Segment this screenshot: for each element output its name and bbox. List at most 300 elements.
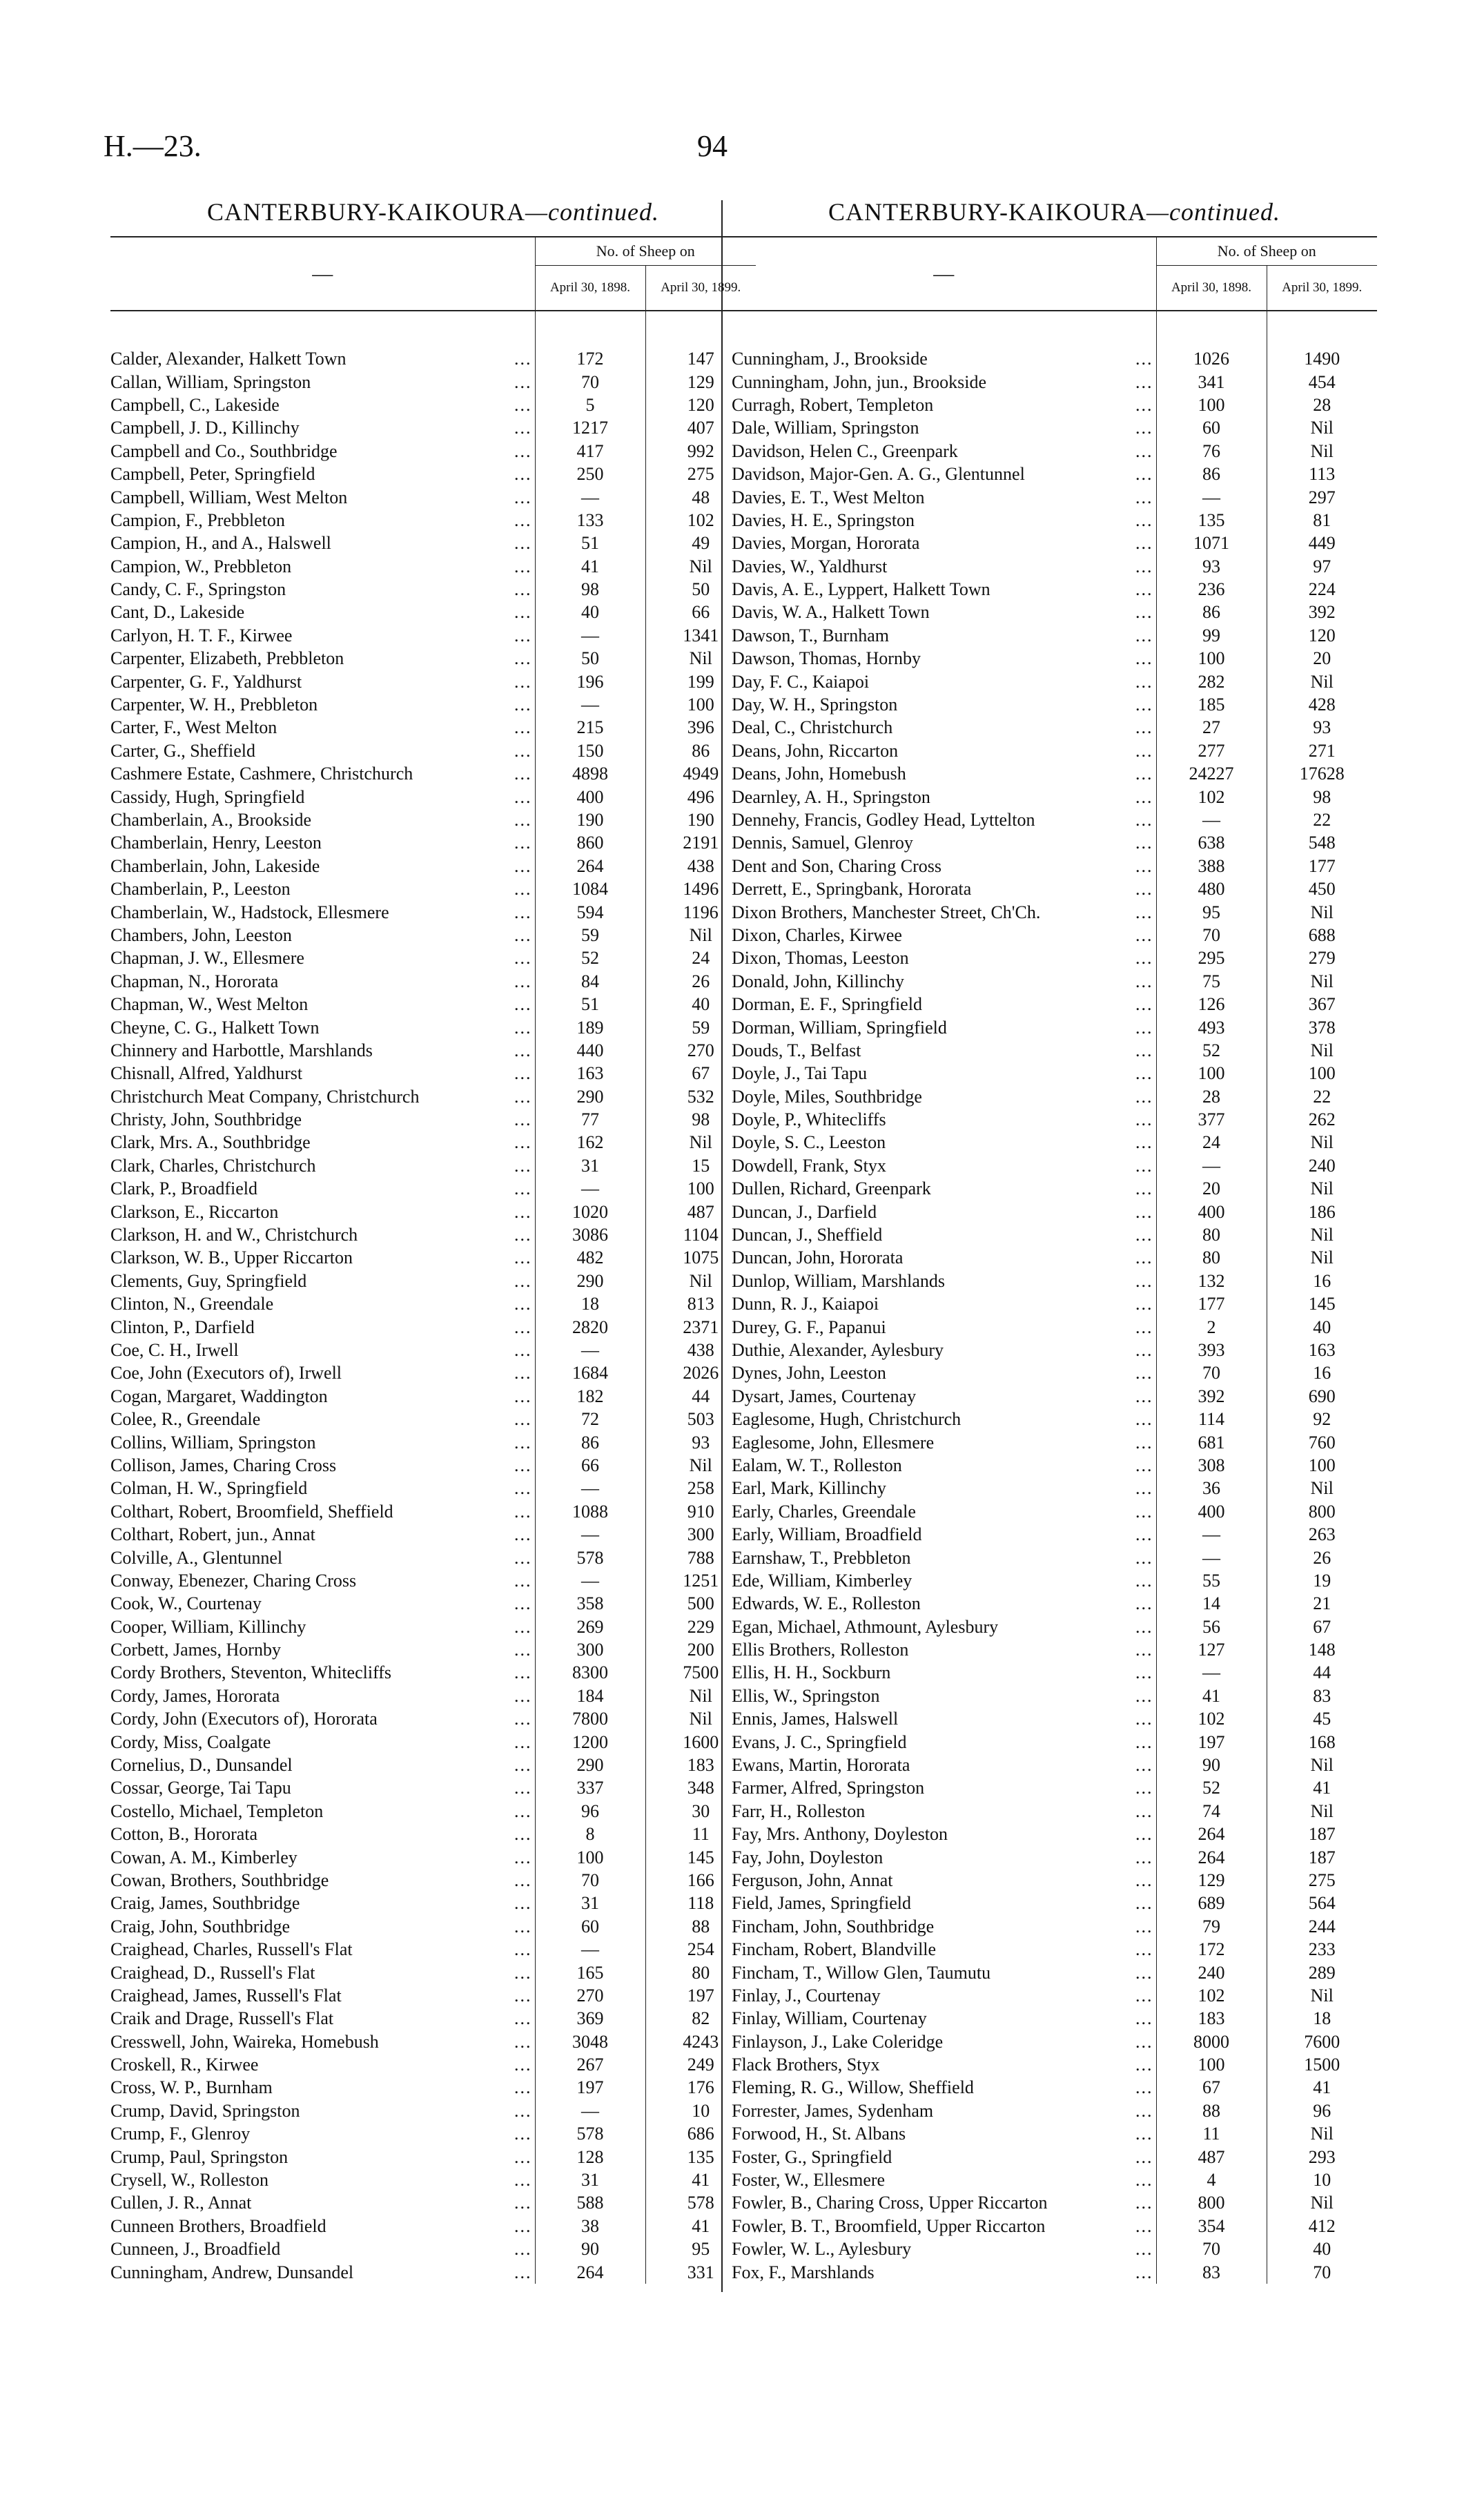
sheep-1899-cell: Nil [1267, 1754, 1377, 1776]
table-row [110, 1477, 756, 1499]
sheep-1898-cell: 341 [1156, 370, 1267, 393]
owner-name: Derrett, E., Springbank, Hororata [732, 879, 972, 900]
leader-dots: ... [514, 533, 532, 554]
leader-dots: ... [514, 1155, 532, 1176]
owner-name-cell [110, 1845, 535, 1868]
owner-name: Forwood, H., St. Albans [732, 2124, 906, 2144]
owner-name-cell [110, 1039, 535, 1062]
table-row [110, 1454, 756, 1477]
owner-name-cell [732, 1131, 1156, 1154]
owner-name-cell [110, 532, 535, 554]
owner-name-cell [732, 1177, 1156, 1200]
owner-name: Doyle, J., Tai Tapu [732, 1063, 868, 1084]
sheep-1899-cell: 10 [1267, 2168, 1377, 2191]
owner-name-cell [732, 2122, 1156, 2145]
owner-name-cell [110, 1615, 535, 1638]
sheep-1899-cell: 26 [645, 970, 756, 993]
sheep-1899-cell: 200 [645, 1638, 756, 1661]
owner-name: Edwards, W. E., Rolleston [732, 1593, 921, 1614]
sheep-1899-cell: Nil [645, 647, 756, 670]
owner-name-cell [732, 1477, 1156, 1499]
sheep-1898-cell: 1684 [535, 1361, 645, 1384]
sheep-1898-cell: 99 [1156, 624, 1267, 647]
sheep-1899-cell: 454 [1267, 370, 1377, 393]
sheep-1899-cell: Nil [645, 555, 756, 578]
owner-name-cell [110, 647, 535, 670]
sheep-1899-cell: Nil [1267, 1984, 1377, 2007]
sheep-1898-cell: 70 [535, 1869, 645, 1892]
sheep-1899-cell: 2371 [645, 1315, 756, 1338]
sheep-1898-cell: 487 [1156, 2145, 1267, 2168]
table-row [110, 2030, 756, 2053]
owner-name-cell [732, 1246, 1156, 1269]
owner-name-cell [110, 624, 535, 647]
leader-dots: ... [514, 833, 532, 853]
sheep-1898-cell: 2 [1156, 1315, 1267, 1338]
leader-dots: ... [514, 1640, 532, 1660]
sheep-1899-cell: 263 [1267, 1523, 1377, 1546]
sheep-1898-cell: 369 [535, 2007, 645, 2030]
owner-name: Forrester, James, Sydenham [732, 2100, 934, 2121]
owner-name-cell [110, 2145, 535, 2168]
table-row [732, 2145, 1377, 2168]
owner-name: Cotton, B., Hororata [110, 1824, 258, 1845]
owner-name-cell [110, 1730, 535, 1753]
sheep-1898-cell: 3048 [535, 2030, 645, 2053]
sheep-1898-cell: 31 [535, 2168, 645, 2191]
table-row [110, 2145, 756, 2168]
sheep-1899-cell: 271 [1267, 739, 1377, 762]
table-row [732, 578, 1377, 601]
owner-name: Egan, Michael, Athmount, Aylesbury [732, 1616, 999, 1637]
leader-dots: ... [1135, 695, 1153, 715]
sheep-1899-cell: 2191 [645, 831, 756, 854]
owner-name-cell [110, 1062, 535, 1085]
table-row [732, 1984, 1377, 2007]
table-row [732, 970, 1377, 993]
sheep-1898-cell: 129 [1156, 1869, 1267, 1892]
sheep-1898-cell: 5 [535, 394, 645, 416]
table-row [110, 877, 756, 900]
owner-name-cell [110, 370, 535, 393]
owner-name: Cullen, J. R., Annat [110, 2193, 252, 2213]
sheep-1898-cell: 40 [535, 601, 645, 623]
table-row [732, 1385, 1377, 1408]
leader-dots: ... [1135, 1455, 1153, 1475]
sheep-1898-cell: 163 [535, 1062, 645, 1085]
owner-name: Cogan, Margaret, Waddington [110, 1386, 328, 1406]
sheep-1899-cell: 17628 [1267, 762, 1377, 785]
owner-name-cell [110, 900, 535, 923]
table-row [732, 1661, 1377, 1684]
sheep-1898-cell: 96 [535, 1800, 645, 1823]
sheep-1899-cell: 254 [645, 1938, 756, 1961]
table-row [110, 578, 756, 601]
table-row [110, 601, 756, 623]
sheep-1899-cell: 95 [645, 2237, 756, 2260]
sheep-1898-cell: 1020 [535, 1200, 645, 1223]
leader-dots: ... [1135, 2031, 1153, 2052]
sheep-1899-cell: Nil [645, 1454, 756, 1477]
table-row [732, 1707, 1377, 1730]
table-row [732, 739, 1377, 762]
leader-dots: ... [1135, 1985, 1153, 2006]
leader-dots: ... [1135, 1201, 1153, 1222]
table-row [732, 601, 1377, 623]
sheep-1899-cell: 407 [645, 416, 756, 439]
leader-dots: ... [1135, 1178, 1153, 1199]
leader-dots: ... [514, 2193, 532, 2213]
leader-dots: ... [1135, 625, 1153, 645]
leader-dots: ... [1135, 1893, 1153, 1914]
owner-name-cell [110, 1200, 535, 1223]
leader-dots: ... [1135, 2077, 1153, 2098]
owner-name: Carlyon, H. T. F., Kirwee [110, 625, 293, 645]
table-row [110, 762, 756, 785]
leader-dots: ... [514, 464, 532, 485]
leader-dots: ... [1135, 2239, 1153, 2260]
owner-name: Coe, John (Executors of), Irwell [110, 1363, 342, 1384]
leader-dots: ... [1135, 2055, 1153, 2075]
table-row [732, 1454, 1377, 1477]
table-row [110, 716, 756, 739]
table-row [110, 1776, 756, 1799]
leader-dots: ... [514, 2031, 532, 2052]
owner-name-cell [110, 1661, 535, 1684]
table-row [732, 1892, 1377, 1914]
leader-dots: ... [1135, 2170, 1153, 2191]
owner-name: Duncan, J., Sheffield [732, 1225, 883, 1245]
owner-name: Clements, Guy, Springfield [110, 1270, 307, 1291]
owner-name: Dawson, Thomas, Hornby [732, 648, 921, 669]
owner-name: Crump, Paul, Springston [110, 2146, 289, 2167]
table-row [732, 1477, 1377, 1499]
leader-dots: ... [514, 1455, 532, 1475]
leader-dots: ... [514, 509, 532, 530]
owner-name-cell [732, 394, 1156, 416]
leader-dots: ... [1135, 1294, 1153, 1314]
sheep-1899-cell: Nil [1267, 1131, 1377, 1154]
owner-name-cell [110, 924, 535, 946]
table-row [732, 416, 1377, 439]
owner-name-cell [110, 2122, 535, 2145]
owner-name-cell [110, 1408, 535, 1430]
owner-name: Candy, C. F., Springston [110, 579, 286, 600]
table-row [110, 1984, 756, 2007]
owner-name: Campbell and Co., Southbridge [110, 440, 338, 461]
leader-dots: ... [514, 1731, 532, 1752]
sheep-1898-cell: 4898 [535, 762, 645, 785]
leader-dots: ... [514, 855, 532, 876]
table-row [732, 924, 1377, 946]
sheep-1898-cell: — [535, 1938, 645, 1961]
leader-dots: ... [1135, 2124, 1153, 2144]
owner-name: Dunn, R. J., Kaiapoi [732, 1294, 879, 1314]
table-row [110, 1177, 756, 1200]
sheep-1899-cell: 275 [1267, 1869, 1377, 1892]
leader-dots: ... [514, 371, 532, 392]
table-row [110, 2122, 756, 2145]
owner-name: Carpenter, W. H., Prebbleton [110, 695, 318, 715]
owner-name-cell [110, 1800, 535, 1823]
table-row [732, 877, 1377, 900]
sheep-1899-cell: 289 [1267, 1961, 1377, 1983]
sheep-1898-cell: 18 [535, 1292, 645, 1315]
table-row [110, 394, 756, 416]
sheep-1898-cell: 93 [1156, 555, 1267, 578]
table-row [732, 716, 1377, 739]
owner-name-cell [732, 1085, 1156, 1108]
table-row [732, 1039, 1377, 1062]
sheep-1898-cell: — [1156, 808, 1267, 831]
sheep-1898-cell: 588 [535, 2191, 645, 2214]
leader-dots: ... [514, 1317, 532, 1337]
leader-dots: ... [514, 1662, 532, 1683]
table-row [732, 693, 1377, 716]
sheep-1898-cell: 127 [1156, 1638, 1267, 1661]
sheep-1898-cell: — [535, 1523, 645, 1546]
owner-name-cell [732, 463, 1156, 485]
sheep-1899-cell: Nil [1267, 670, 1377, 692]
sheep-1899-cell: Nil [1267, 1246, 1377, 1269]
sheep-1899-cell: 331 [645, 2260, 756, 2283]
owner-name: Cunningham, J., Brookside [732, 349, 928, 369]
owner-name-cell [110, 1246, 535, 1269]
owner-name: Davies, H. E., Springston [732, 509, 915, 530]
owner-name-cell [110, 1546, 535, 1569]
sheep-1898-cell: 172 [1156, 1938, 1267, 1961]
owner-name: Chamberlain, Henry, Leeston [110, 833, 322, 853]
leader-dots: ... [514, 695, 532, 715]
owner-name-cell [110, 1016, 535, 1038]
sheep-1898-cell: 52 [535, 946, 645, 969]
owner-name: Day, F. C., Kaiapoi [732, 671, 870, 692]
owner-name-cell [732, 2099, 1156, 2122]
owner-name-cell [110, 1154, 535, 1177]
table-row [732, 946, 1377, 969]
sheep-1898-cell: 183 [1156, 2007, 1267, 2030]
owner-name: Cooper, William, Killinchy [110, 1616, 306, 1637]
sheep-1898-cell: 51 [535, 532, 645, 554]
table-row [732, 370, 1377, 393]
owner-name: Ede, William, Kimberley [732, 1570, 912, 1591]
sheep-1899-cell: Nil [1267, 900, 1377, 923]
leader-dots: ... [1135, 1916, 1153, 1936]
leader-dots: ... [514, 2146, 532, 2167]
owner-name-cell [732, 1385, 1156, 1408]
leader-dots: ... [1135, 1616, 1153, 1637]
sheep-1899-cell: 97 [1267, 555, 1377, 578]
sheep-1899-cell: Nil [1267, 1477, 1377, 1499]
owner-name-cell [110, 993, 535, 1016]
sheep-1899-cell: 100 [645, 1177, 756, 1200]
leader-dots: ... [514, 1432, 532, 1453]
owner-name-cell [110, 1223, 535, 1246]
sheep-1898-cell: 300 [535, 1638, 645, 1661]
leader-dots: ... [514, 740, 532, 761]
sheep-1899-cell: 40 [1267, 2237, 1377, 2260]
sheep-1898-cell: 189 [535, 1016, 645, 1038]
table-row [110, 2191, 756, 2214]
leader-dots: ... [1135, 1155, 1153, 1176]
sheep-1899-cell: 1496 [645, 877, 756, 900]
owner-name: Cordy Brothers, Steventon, Whitecliffs [110, 1662, 392, 1683]
sheep-1898-cell: 38 [535, 2215, 645, 2237]
sheep-1898-cell: 196 [535, 670, 645, 692]
sheep-1898-cell: 392 [1156, 1385, 1267, 1408]
sheep-1898-cell: 482 [535, 1246, 645, 1269]
table-row [110, 1131, 756, 1154]
sheep-1898-cell: 594 [535, 900, 645, 923]
leader-dots: ... [1135, 1662, 1153, 1683]
owner-name-cell [110, 1131, 535, 1154]
leader-dots: ... [1135, 2146, 1153, 2167]
owner-name-cell [110, 1869, 535, 1892]
sheep-1899-cell: 183 [645, 1754, 756, 1776]
table-row [110, 924, 756, 946]
sheep-1898-cell: 267 [535, 2053, 645, 2076]
leader-dots: ... [1135, 786, 1153, 807]
owner-name-cell [110, 2076, 535, 2099]
owner-name-cell [110, 2099, 535, 2122]
leader-dots: ... [514, 902, 532, 922]
owner-name: Dorman, William, Springfield [732, 1017, 947, 1038]
owner-name: Clinton, P., Darfield [110, 1317, 255, 1337]
table-body [110, 347, 756, 2284]
table-body [732, 347, 1377, 2284]
owner-name-cell [110, 1430, 535, 1453]
sheep-1898-cell: 90 [535, 2237, 645, 2260]
owner-name-cell [732, 1823, 1156, 1845]
owner-name: Field, James, Springfield [732, 1893, 911, 1914]
owner-name-cell [732, 1223, 1156, 1246]
sheep-1899-cell: 93 [645, 1430, 756, 1453]
sheep-1898-cell: — [535, 1339, 645, 1361]
owner-name-cell [732, 1845, 1156, 1868]
owner-name-cell [732, 1108, 1156, 1131]
page-code: H.—23. [104, 129, 202, 163]
owner-name: Eaglesome, John, Ellesmere [732, 1432, 935, 1453]
sheep-1898-cell: 638 [1156, 831, 1267, 854]
sheep-1899-cell: 92 [1267, 1408, 1377, 1430]
owner-name-cell [732, 1292, 1156, 1315]
sheep-1899-cell: 503 [645, 1408, 756, 1430]
leader-dots: ... [1135, 464, 1153, 485]
owner-name: Chamberlain, W., Hadstock, Ellesmere [110, 902, 389, 922]
sheep-1899-cell: 83 [1267, 1685, 1377, 1707]
owner-name: Deal, C., Christchurch [732, 717, 893, 738]
sheep-1898-cell: 132 [1156, 1270, 1267, 1292]
sheep-1899-cell: 145 [1267, 1292, 1377, 1315]
table-row [732, 1339, 1377, 1361]
table-row [732, 647, 1377, 670]
sheep-1899-cell: 41 [1267, 2076, 1377, 2099]
table-row [732, 1200, 1377, 1223]
sheep-1899-cell: Nil [1267, 2122, 1377, 2145]
leader-dots: ... [1135, 1017, 1153, 1038]
sheep-1898-cell: 3086 [535, 1223, 645, 1246]
owner-name: Fincham, T., Willow Glen, Taumutu [732, 1962, 991, 1983]
sheep-1898-cell: — [1156, 1523, 1267, 1546]
table-row [732, 1546, 1377, 1569]
owner-name: Crump, David, Springston [110, 2100, 300, 2121]
owner-name: Carter, G., Sheffield [110, 740, 256, 761]
leader-dots: ... [514, 648, 532, 669]
owner-name-cell [110, 970, 535, 993]
sheep-1899-cell: 800 [1267, 1500, 1377, 1523]
sheep-1899-cell: 240 [1267, 1154, 1377, 1177]
owner-name: Davies, Morgan, Hororata [732, 533, 920, 554]
table-row [732, 1845, 1377, 1868]
sheep-1898-cell: — [535, 2099, 645, 2122]
leader-dots: ... [1135, 1132, 1153, 1153]
sheep-1899-cell: 1490 [1267, 347, 1377, 370]
owner-name-cell [110, 1454, 535, 1477]
owner-name-cell [732, 2145, 1156, 2168]
leader-dots: ... [1135, 2100, 1153, 2121]
table-row [110, 1085, 756, 1108]
leader-dots: ... [1135, 1939, 1153, 1960]
sheep-table [110, 236, 756, 2284]
owner-name: Finlay, J., Courtenay [732, 1985, 881, 2006]
owner-name-cell [732, 785, 1156, 808]
leader-dots: ... [514, 2124, 532, 2144]
leader-dots: ... [1135, 1363, 1153, 1384]
sheep-1899-cell: 26 [1267, 1546, 1377, 1569]
table-row [110, 1430, 756, 1453]
sheep-1899-cell: 118 [645, 1892, 756, 1914]
owner-name-cell [732, 1869, 1156, 1892]
owner-name: Colville, A., Glentunnel [110, 1547, 283, 1568]
leader-dots: ... [514, 1386, 532, 1406]
leader-dots: ... [1135, 1040, 1153, 1060]
owner-name-cell [110, 1915, 535, 1938]
owner-name-cell [110, 1339, 535, 1361]
leader-dots: ... [514, 1063, 532, 1084]
sheep-1899-cell: Nil [1267, 1223, 1377, 1246]
owner-name: Evans, J. C., Springfield [732, 1731, 907, 1752]
sheep-1898-cell: 55 [1156, 1569, 1267, 1592]
sheep-1899-cell: Nil [1267, 1177, 1377, 1200]
owner-name: Carter, F., West Melton [110, 717, 277, 738]
owner-name-cell [732, 1500, 1156, 1523]
april-1899-header: April 30, 1899. [645, 266, 756, 311]
owner-name: Flack Brothers, Styx [732, 2055, 880, 2075]
sheep-1898-cell: 295 [1156, 946, 1267, 969]
sheep-1898-cell: 88 [1156, 2099, 1267, 2122]
table-row [110, 1638, 756, 1661]
leader-dots: ... [1135, 855, 1153, 876]
owner-name: Doyle, P., Whitecliffs [732, 1109, 886, 1130]
owner-name: Campion, F., Prebbleton [110, 509, 285, 530]
sheep-1898-cell: 7800 [535, 1707, 645, 1730]
leader-dots: ... [1135, 717, 1153, 738]
owner-name-cell [110, 1776, 535, 1799]
leader-dots: ... [1135, 349, 1153, 369]
owner-name-cell [732, 855, 1156, 877]
owner-name-cell [732, 1315, 1156, 1338]
sheep-1899-cell: 500 [645, 1592, 756, 1615]
owner-name-cell [110, 785, 535, 808]
owner-name: Foster, G., Springfield [732, 2146, 892, 2167]
sheep-1898-cell: 270 [535, 1984, 645, 2007]
owner-name-cell [110, 1707, 535, 1730]
table-row [110, 1200, 756, 1223]
leader-dots: ... [1135, 1086, 1153, 1107]
sheep-1898-cell: 126 [1156, 993, 1267, 1016]
sheep-1899-cell: 496 [645, 785, 756, 808]
owner-name-cell [110, 1361, 535, 1384]
